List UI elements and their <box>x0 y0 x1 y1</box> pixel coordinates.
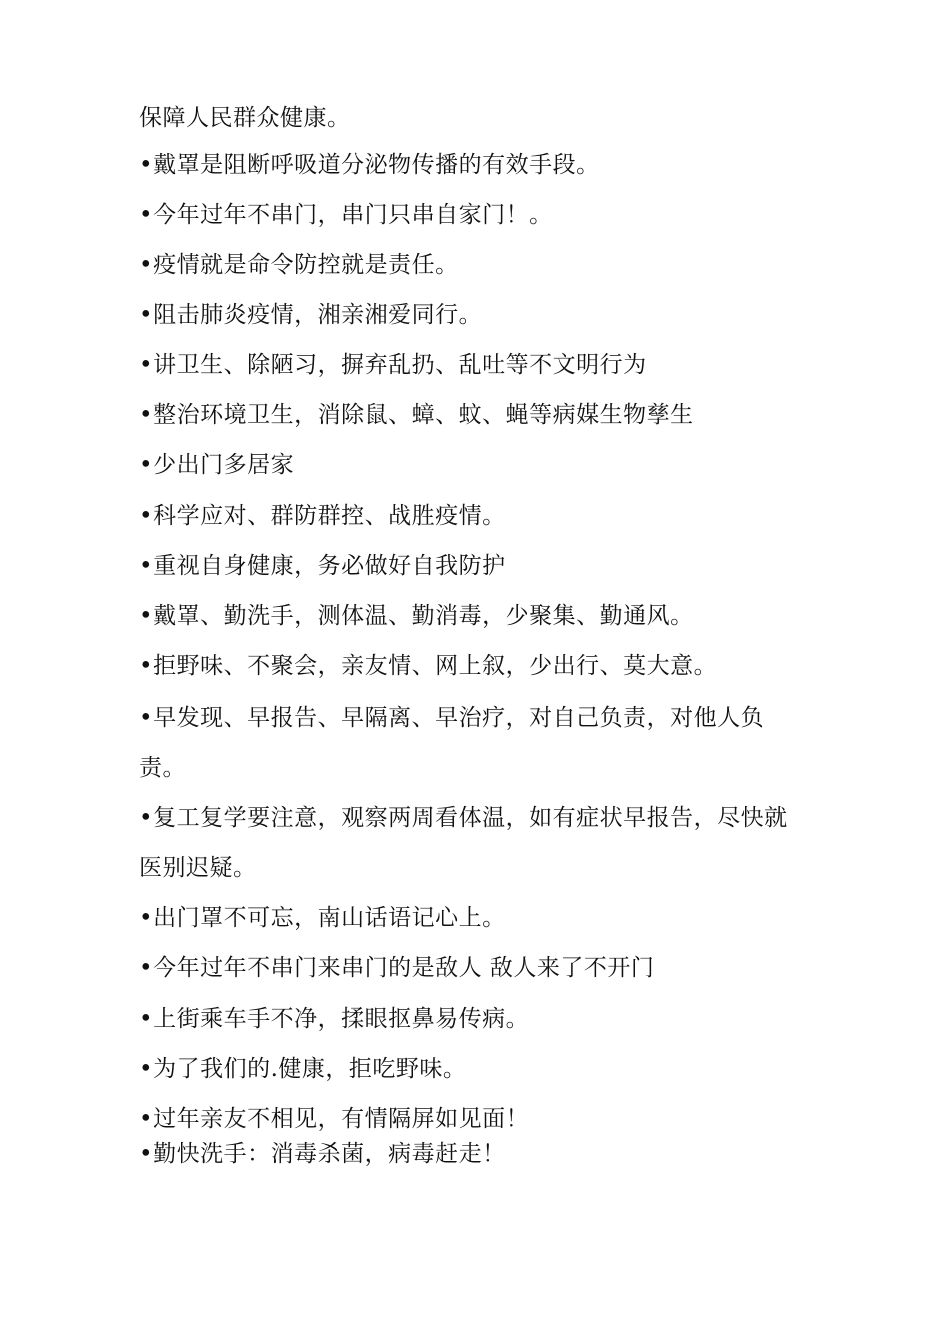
bullet-item: •今年过年不串门，串门只串自家门！。 <box>139 202 553 228</box>
bullet-item: •整治环境卫生，消除鼠、蟑、蚊、蝇等病媒生物孳生 <box>139 402 694 428</box>
bullet-item: •复工复学要注意，观察两周看体温，如有症状早报告，尽快就 <box>139 805 788 831</box>
bullet-item: •勤快洗手：消毒杀菌，病毒赶走！ <box>139 1141 506 1167</box>
bullet-item: •戴罩、勤洗手，测体温、勤消毒，少聚集、勤通风。 <box>139 603 694 629</box>
bullet-item: •今年过年不串门来串门的是敌人 敌人来了不开门 <box>139 955 655 981</box>
bullet-item: •拒野味、不聚会，亲友情、网上叙，少出行、莫大意。 <box>139 653 718 679</box>
bullet-item: •早发现、早报告、早隔离、早治疗，对自己负责，对他人负 <box>139 705 765 731</box>
bullet-item: •过年亲友不相见，有情隔屏如见面！ <box>139 1106 530 1132</box>
bullet-item: •讲卫生、除陋习，摒弃乱扔、乱吐等不文明行为 <box>139 352 647 378</box>
bullet-item: •疫情就是命令防控就是责任。 <box>139 252 459 278</box>
bullet-item: •阻击肺炎疫情，湘亲湘爱同行。 <box>139 302 483 328</box>
bullet-item: •少出门多居家 <box>139 452 295 478</box>
text-line: 保障人民群众健康。 <box>139 105 351 131</box>
bullet-item: •为了我们的.健康，拒吃野味。 <box>139 1056 467 1082</box>
bullet-item: •戴罩是阻断呼吸道分泌物传播的有效手段。 <box>139 152 600 178</box>
bullet-item: •出门罩不可忘，南山话语记心上。 <box>139 905 506 931</box>
bullet-item: •上街乘车手不净，揉眼抠鼻易传病。 <box>139 1006 530 1032</box>
text-line-continuation: 责。 <box>139 755 186 781</box>
bullet-item: •重视自身健康，务必做好自我防护 <box>139 553 506 579</box>
bullet-item: •科学应对、群防群控、战胜疫情。 <box>139 503 506 529</box>
text-line-continuation: 医别迟疑。 <box>139 855 257 881</box>
